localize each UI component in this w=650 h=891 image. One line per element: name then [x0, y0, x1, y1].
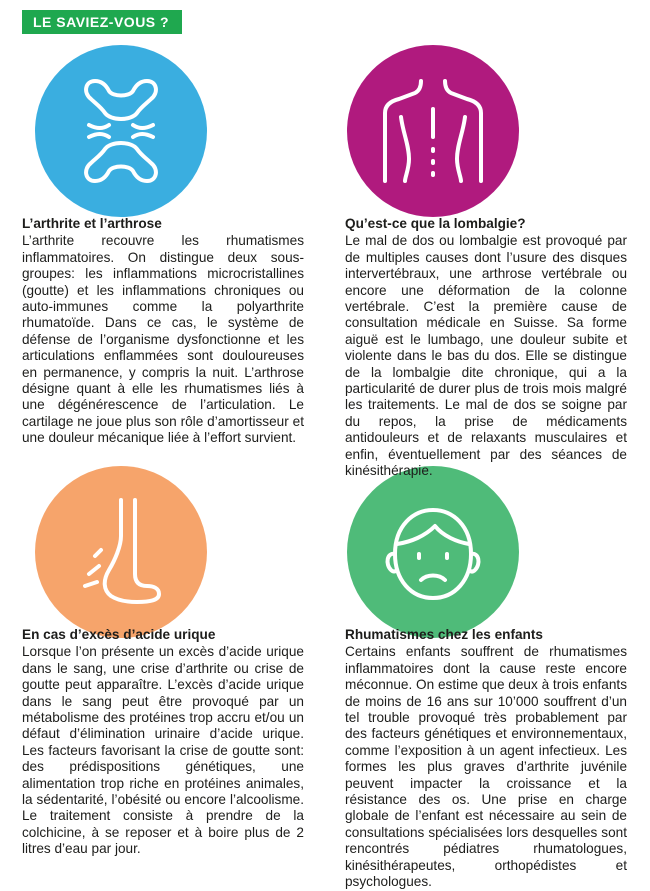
- section-title: Rhumatismes chez les enfants: [345, 627, 543, 642]
- section-text: L’arthrite recouvre les rhumatismes inflammatoires. On distingue deux sous-groupes: les inflammations microcristallines (goutte) et les inflammations chroniques ou auto-immunes comme la polyarthrite rhumatoïde. Dans ce cas, le système de défense de l’organisme dysfonctionne et les articulations enflammées sont douloureuses en permanence, y compris la nuit. L’arthrose désigne quant à elle les rhumatismes liés à une dégénérescence de l’articulation. Le cartilage ne joue plus son rôle d’amortisseur et une douleur mécanique liée à l’effort survient.: [22, 233, 304, 446]
- section-text: Certains enfants souffrent de rhumatismes inflammatoires dont la cause reste encore méconnue. On estime que deux à trois enfants de moins de 16 ans sur 10’000 souffrent d’un tel trouble provoqué très probablement par des facteurs génétiques et environnementaux, comme l’exposition à un agent infectieux. Les formes les plus graves d’arthrite juvénile peuvent impacter la croissance et la résistance des os. Une prise en charge globale de l’enfant est nécessaire au sein de consultations spécialisées lors desquelles sont rencontrés pédiatres rhumatologues, kinésithérapeutes, orthopédistes et psychologues.: [345, 644, 627, 890]
- arthrite-icon-circle: [35, 45, 207, 217]
- section-lombalgie: [345, 216, 627, 480]
- section-title: En cas d’excès d’acide urique: [22, 627, 216, 642]
- joint-icon: [59, 69, 183, 193]
- enfants-icon-circle: [347, 466, 519, 638]
- section-title: L’arthrite et l’arthrose: [22, 216, 162, 231]
- section-acide-urique: [22, 627, 304, 858]
- lombalgie-icon-circle: [347, 45, 519, 217]
- foot-icon: [59, 490, 183, 614]
- section-text: Lorsque l’on présente un excès d’acide urique dans le sang, une crise d’arthrite ou crise de goutte peut apparaître. L’excès d’acide urique dans le sang peut être provoqué par un métabolisme des protéines trop accru et/ou un défaut d’élimination urinaire d’acide urique. Les facteurs favorisant la crise de goutte sont: des prédispositions génétiques, une alimentation trop riche en protéines animales, la sédentarité, l’obésité ou encore l’alcoolisme. Le traitement consiste à prendre de la colchicine, à se reposer et à boire plus de 2 litres d’eau par jour.: [22, 644, 304, 857]
- section-arthrite: [22, 216, 304, 447]
- section-text: Le mal de dos ou lombalgie est provoqué par de multiples causes dont l’usure des disques intervertébraux, une arthrose vertébrale ou encore une déformation de la colonne vertébrale. C’est la première cause de consultation médicale en Suisse. Sa forme aiguë est le lumbago, une douleur subite et violente dans le bas du dos. Elle se distingue de la lombalgie dite chronique, qui a la particularité de durer plus de trois mois malgré les traitements. Le mal de dos se soigne par du repos, la prise de médicaments antidouleurs et de relaxants musculaires et enfin, éventuellement par des séances de kinésithérapie.: [345, 233, 627, 479]
- acide-urique-icon-circle: [35, 466, 207, 638]
- section-banner: LE SAVIEZ-VOUS ?: [22, 10, 182, 34]
- child-face-icon: [371, 490, 495, 614]
- section-title: Qu’est-ce que la lombalgie?: [345, 216, 526, 231]
- section-enfants: [345, 627, 627, 891]
- back-spine-icon: [371, 69, 495, 193]
